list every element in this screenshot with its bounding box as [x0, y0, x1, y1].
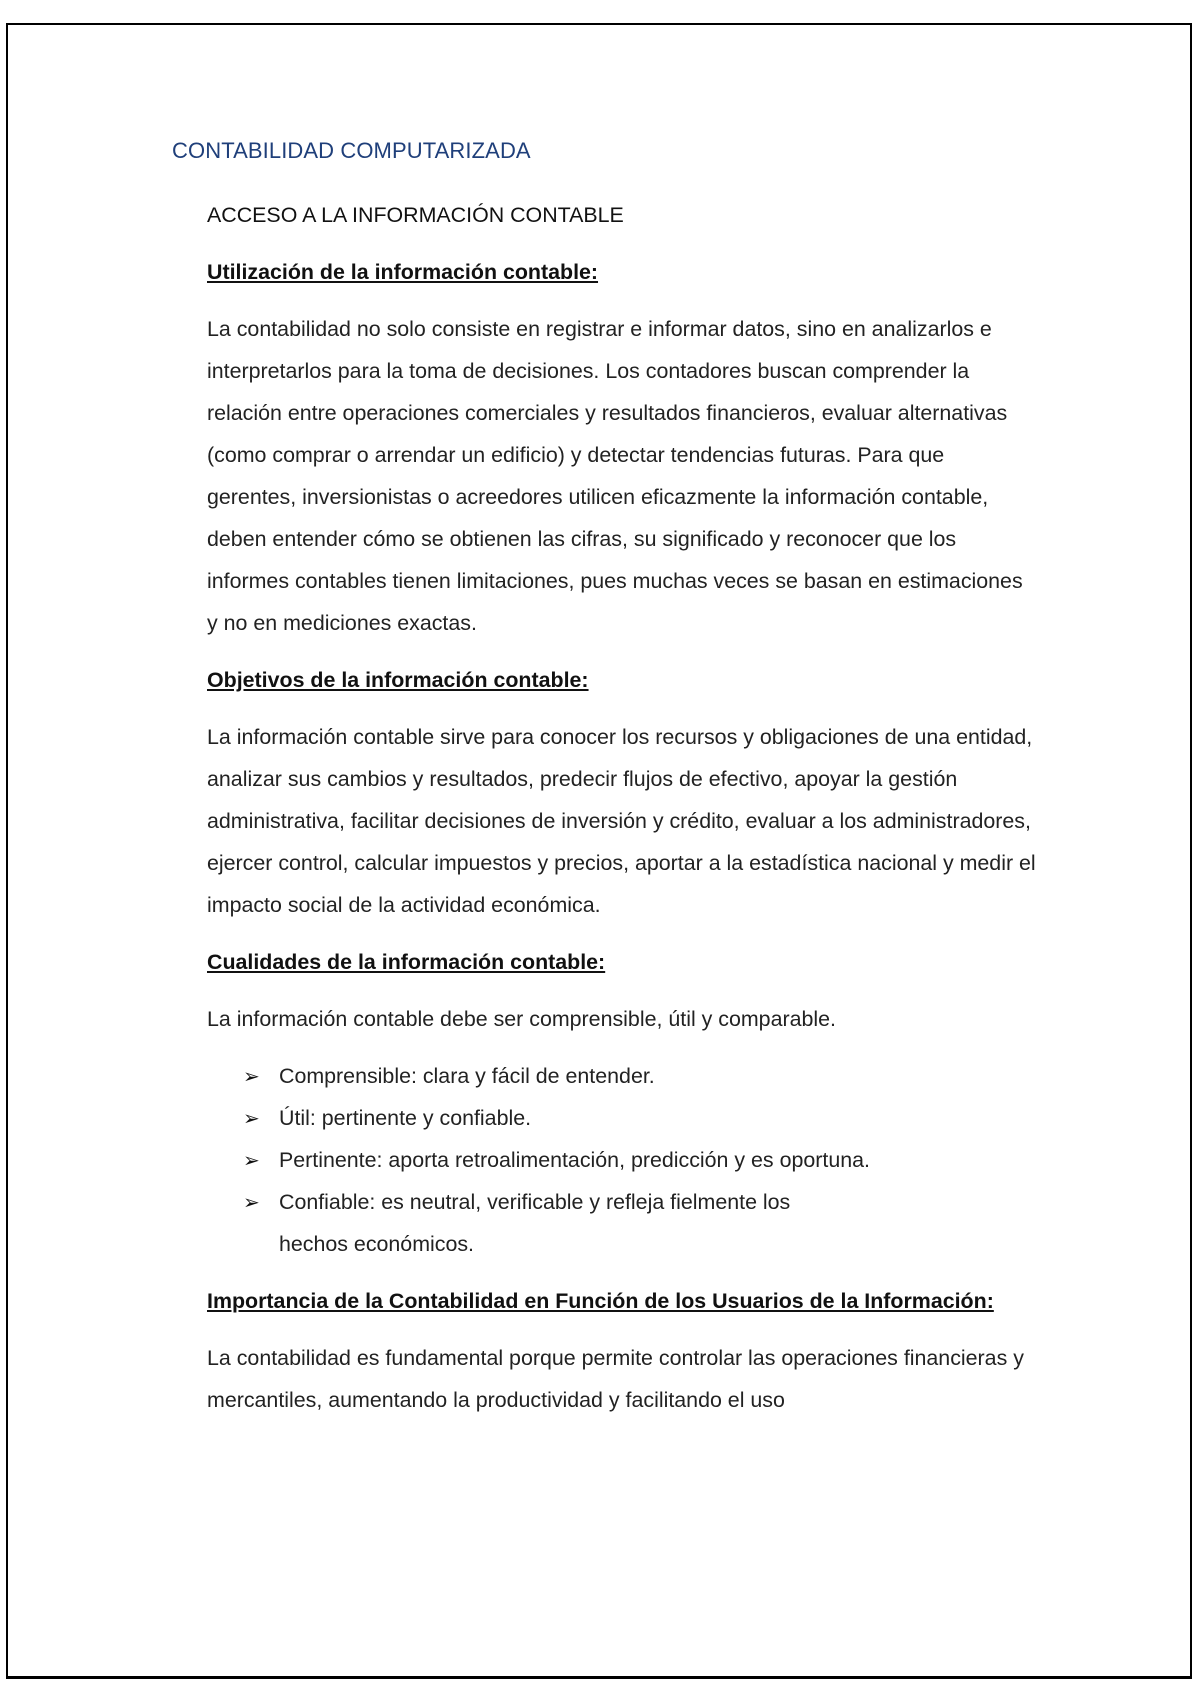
cualidades-list [207, 1055, 1037, 1265]
list-item [243, 1055, 839, 1097]
document-body [207, 194, 1037, 1436]
list-item [243, 1181, 839, 1265]
list-item-text: Útil: pertinente y confiable. [279, 1106, 532, 1130]
importancia-heading: Importancia de la Contabilidad en Función de los Usuarios de la Información: [207, 1289, 994, 1313]
cualidades-heading: Cualidades de la información contable: [207, 950, 606, 974]
arrowhead-bullet-icon: ➢ [243, 1106, 260, 1130]
importancia-paragraph: La contabilidad es fundamental porque permite controlar las operaciones financieras y mercantiles, aumentando la productividad y facilitando el uso [207, 1346, 1024, 1412]
utilizacion-heading: Utilización de la información contable: [207, 260, 599, 284]
arrowhead-bullet-icon: ➢ [243, 1148, 260, 1172]
list-item [243, 1139, 979, 1181]
list-item-text: Pertinente: aporta retroalimentación, predicción y es oportuna. [279, 1148, 870, 1172]
list-item [243, 1097, 839, 1139]
objetivos-paragraph: La información contable sirve para conocer los recursos y obligaciones de una entidad, analizar sus cambios y resultados, predecir flujos de efectivo, apoyar la gestión administrativa, facilitar decisiones de inversión y crédito, evaluar a los administradores, ejercer control, calcular impuestos y precios, aportar a la estadística nacional y medir el impacto social de la actividad económica. [207, 725, 1036, 917]
section-heading: ACCESO A LA INFORMACIÓN CONTABLE [207, 203, 624, 227]
arrowhead-bullet-icon: ➢ [243, 1064, 260, 1088]
arrowhead-bullet-icon: ➢ [243, 1190, 260, 1214]
cualidades-intro: La información contable debe ser comprensible, útil y comparable. [207, 1007, 836, 1031]
list-item-text: Comprensible: clara y fácil de entender. [279, 1064, 655, 1088]
list-item-text: Confiable: es neutral, verificable y refleja fielmente los hechos económicos. [279, 1190, 791, 1256]
objetivos-heading: Objetivos de la información contable: [207, 668, 589, 692]
document-title: CONTABILIDAD COMPUTARIZADA [172, 138, 531, 163]
utilizacion-paragraph: La contabilidad no solo consiste en registrar e informar datos, sino en analizarlos e interpretarlos para la toma de decisiones. Los contadores buscan comprender la relación entre operaciones comerciales y resultados financieros, evaluar alternativas (como comprar o arrendar un edificio) y detectar tendencias futuras. Para que gerentes, inversionistas o acreedores utilicen eficazmente la información contable, deben entender cómo se obtienen las cifras, su significado y reconocer que los informes contables tienen limitaciones, pues muchas veces se basan en estimaciones y no en mediciones exactas. [207, 317, 1023, 635]
